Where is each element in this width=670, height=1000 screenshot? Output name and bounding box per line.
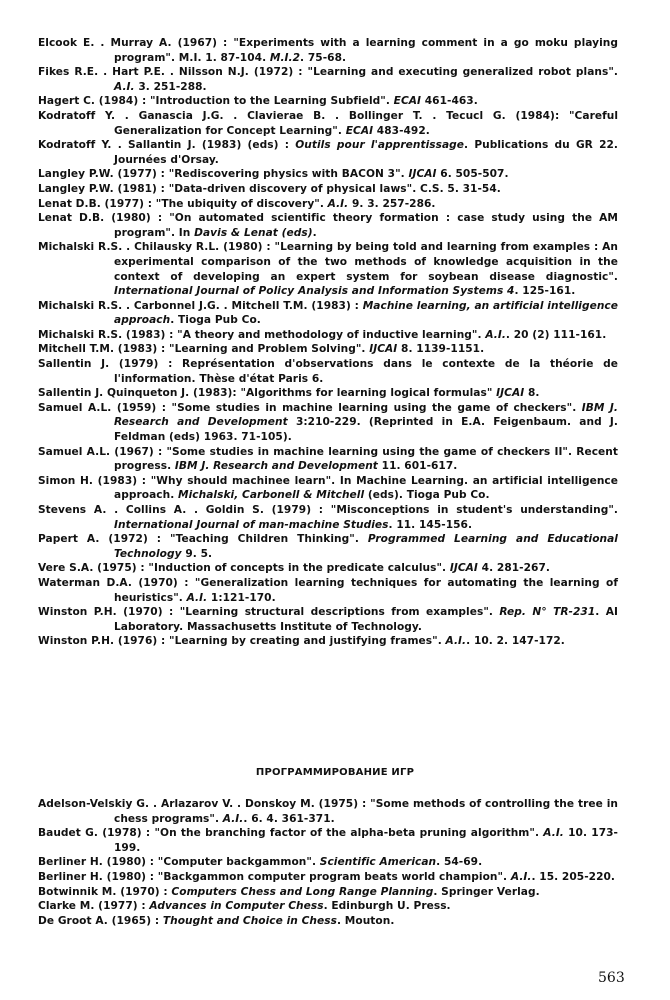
- reference-text: (1977) : "Rediscovering physics with BACON 3".: [113, 168, 409, 181]
- reference-details: . 125-161.: [514, 285, 576, 298]
- reference-text: . Sallantin J. (1983) (eds) :: [111, 139, 296, 152]
- reference-entry: [38, 211, 618, 240]
- reference-author: Samuel A.L.: [38, 445, 111, 458]
- reference-text: (1976) : "Learning by creating and justifying frames".: [114, 635, 446, 648]
- reference-author: Michalski R.S.: [38, 299, 123, 312]
- reference-text: (1967) : "Some studies in machine learning using the game of checkers II". Recent progress.: [110, 445, 618, 473]
- reference-entry: [38, 474, 618, 503]
- reference-author: Sallentin J.: [38, 387, 104, 400]
- reference-text: (1977) : "The ubiquity of discovery".: [100, 197, 328, 210]
- reference-entry: [38, 576, 618, 605]
- reference-journal: A.I.: [445, 635, 467, 648]
- reference-journal: Rep. N° TR-231: [499, 606, 596, 619]
- reference-author: Baudet G.: [38, 827, 98, 840]
- reference-text: (1980) : "Computer backgammon".: [102, 856, 320, 869]
- reference-author: Langley P.W.: [38, 168, 114, 181]
- reference-journal: M.I.2: [269, 51, 301, 64]
- reference-journal: A.I.: [114, 80, 135, 93]
- reference-details: 3. 251-288.: [134, 80, 207, 93]
- reference-text: (1967) : "Experiments with a learning comment in a go moku playing program". M.I. 1. 87-104.: [114, 37, 618, 64]
- reference-text: (1972) : "Learning and executing generalized robot plans".: [248, 66, 618, 79]
- reference-details: . Publications du GR 22. Journées d'Orsay.: [114, 139, 619, 166]
- reference-details: 483-492.: [373, 124, 430, 137]
- reference-entry: [38, 182, 618, 197]
- reference-text: (1980) : "Backgammon computer program beats world champion".: [102, 870, 511, 883]
- reference-entry: [38, 167, 618, 182]
- reference-journal: A.I.: [327, 197, 349, 210]
- reference-journal: IJCAI: [369, 343, 398, 356]
- reference-entry: [38, 109, 618, 138]
- reference-details: .: [312, 226, 317, 239]
- reference-author: Adelson-Velskiy G.: [38, 798, 150, 810]
- reference-author: Clarke M.: [38, 900, 95, 913]
- reference-text: (1978) : "On the branching factor of the alpha-beta pruning algorithm".: [97, 827, 544, 840]
- page-number: 563: [598, 970, 625, 986]
- reference-text: (1981) : "Data-driven discovery of physical laws". C.S. 5. 31-54.: [113, 182, 501, 195]
- reference-details: . Tioga Pub Co.: [170, 314, 261, 327]
- reference-entry: [38, 634, 618, 649]
- reference-journal: A.I.: [543, 827, 564, 840]
- reference-author: Winston P.H.: [38, 606, 117, 619]
- reference-list-machine-learning: [38, 36, 618, 649]
- reference-entry: [38, 885, 618, 900]
- reference-author: Kodratoff Y.: [38, 139, 112, 152]
- reference-details: . Springer Verlag.: [433, 885, 540, 898]
- reference-entry: [38, 797, 618, 826]
- reference-journal: Outils pour l'apprentissage: [295, 139, 465, 152]
- reference-author: Papert A.: [38, 533, 100, 546]
- reference-text: . Chilausky R.L. (1980) : "Learning by being told and learning from examples : An experimental comparison of the two methods of knowledge acquisition in the context of developing an expert system for soybean disease diagnostic".: [114, 241, 618, 283]
- reference-entry: [38, 299, 618, 328]
- reference-author: Berliner H.: [38, 870, 103, 883]
- reference-text: (1980) : "On automated scientific theory formation : case study using the AM program". In: [104, 212, 618, 239]
- reference-entry: [38, 532, 618, 561]
- reference-entry: [38, 36, 618, 65]
- reference-author: Mitchell T.M.: [38, 343, 115, 356]
- reference-entry: [38, 328, 618, 343]
- reference-details: . 10. 2. 147-172.: [466, 635, 565, 648]
- reference-details: . 11. 145-156.: [388, 518, 473, 531]
- reference-entry: [38, 826, 618, 855]
- reference-entry: [38, 561, 618, 576]
- reference-text: (1970) :: [116, 885, 172, 898]
- reference-details: 9. 3. 257-286.: [348, 197, 436, 210]
- reference-entry: [38, 386, 618, 401]
- reference-entry: [38, 94, 618, 109]
- reference-author: Langley P.W.: [38, 182, 114, 195]
- reference-entry: [38, 65, 618, 94]
- reference-text: (1977) :: [94, 900, 150, 913]
- reference-author: Michalski R.S.: [38, 241, 123, 254]
- reference-author: Kodratoff Y.: [38, 109, 116, 122]
- reference-text: . Collins A. . Goldin S. (1979) : "Misconceptions in student's understanding".: [106, 504, 618, 516]
- reference-text: (1975) : "Induction of concepts in the predicate calculus".: [93, 562, 450, 575]
- reference-details: 1:121-170.: [207, 591, 276, 604]
- reference-author: Elcook E. . Murray A.: [38, 37, 172, 49]
- reference-details: 461-463.: [421, 95, 478, 108]
- reference-author: Waterman D.A.: [38, 576, 132, 589]
- section-heading: ПРОГРАММИРОВАНИЕ ИГР: [255, 767, 415, 778]
- reference-journal: Scientific American: [319, 856, 437, 869]
- reference-details: 4. 281-267.: [477, 562, 550, 575]
- reference-text: (1959) : "Some studies in machine learning using the game of checkers".: [111, 401, 582, 414]
- reference-details: 8.: [524, 387, 540, 400]
- reference-journal: International Journal of Policy Analysis and Information Systems 4: [114, 285, 515, 298]
- reference-entry: [38, 503, 618, 532]
- reference-entry: [38, 357, 618, 386]
- reference-entry: [38, 401, 618, 445]
- reference-journal: Davis & Lenat (eds): [194, 226, 313, 239]
- reference-journal: A.I.: [510, 870, 532, 883]
- reference-text: (1983) : "Learning and Problem Solving".: [114, 343, 370, 356]
- reference-text: (1970) : "Generalization learning techniques for automating the learning of heuristics".: [114, 576, 618, 604]
- reference-details: (eds). Tioga Pub Co.: [364, 489, 490, 502]
- reference-text: (1984) : "Introduction to the Learning Subfield".: [95, 95, 394, 108]
- reference-entry: [38, 445, 618, 474]
- reference-author: Lenat D.B.: [38, 197, 101, 210]
- reference-text: (1972) : "Teaching Children Thinking".: [99, 533, 368, 546]
- reference-journal: A.I.: [222, 812, 244, 825]
- reference-author: Stevens A.: [38, 504, 107, 516]
- reference-details: . 20 (2) 111-161.: [505, 328, 607, 341]
- reference-details: 6. 505-507.: [436, 168, 509, 181]
- reference-entry: [38, 197, 618, 212]
- reference-journal: ECAI: [393, 95, 422, 108]
- reference-details: . Mouton.: [336, 914, 395, 927]
- reference-entry: [38, 914, 618, 929]
- reference-details: . AI Laboratory. Massachusetts Institute of Technology.: [114, 606, 619, 633]
- reference-author: Berliner H.: [38, 856, 103, 869]
- reference-text: (1970) : "Learning structural descriptions from examples".: [116, 606, 500, 619]
- reference-journal: Programmed Learning and Educational Technology: [114, 533, 618, 560]
- reference-author: Sallentin J.: [38, 358, 110, 371]
- reference-author: Fikes R.E. . Hart P.E. . Nilsson N.J.: [38, 66, 249, 79]
- reference-author: De Groot A.: [38, 914, 108, 927]
- reference-details: . Edinburgh U. Press.: [323, 900, 451, 913]
- reference-author: Vere S.A.: [38, 562, 94, 575]
- reference-journal: Michalski, Carbonell & Mitchell: [178, 489, 365, 502]
- reference-entry: [38, 899, 618, 914]
- reference-details: 11. 601-617.: [377, 460, 458, 473]
- reference-author: Lenat D.B.: [38, 212, 105, 225]
- reference-journal: Machine learning, an artificial intelligence approach: [114, 299, 618, 327]
- reference-journal: ECAI: [345, 124, 374, 137]
- reference-journal: IJCAI: [496, 387, 525, 400]
- reference-author: Simon H.: [38, 474, 94, 487]
- reference-journal: IBM J. Research and Development: [114, 401, 618, 429]
- reference-journal: Advances in Computer Chess: [149, 900, 324, 913]
- reference-text: (1983) : "Why should machinee learn". In Machine Learning. an artificial intelligence approach.: [93, 474, 618, 502]
- reference-author: Samuel A.L.: [38, 401, 112, 414]
- reference-author: Hagert C.: [38, 95, 96, 108]
- reference-details: 10. 173-199.: [114, 827, 618, 854]
- reference-details: 9. 5.: [181, 547, 213, 560]
- reference-author: Botwinnik M.: [38, 885, 117, 898]
- reference-journal: Thought and Choice in Chess: [162, 914, 337, 927]
- reference-details: . 54-69.: [436, 856, 483, 869]
- reference-entry: [38, 855, 618, 870]
- reference-text: Quinqueton J. (1983): "Algorithms for learning logical formulas": [103, 387, 497, 400]
- reference-journal: International Journal of man-machine Studies: [114, 518, 389, 531]
- reference-text: (1965) :: [107, 914, 163, 927]
- reference-details: . 15. 205-220.: [531, 870, 615, 883]
- reference-list-game-programming: [38, 797, 618, 928]
- reference-journal: IJCAI: [408, 168, 437, 181]
- reference-entry: [38, 138, 618, 167]
- reference-text: . Arlazarov V. . Donskoy M. (1975) : "Some methods of controlling the tree in chess programs".: [114, 798, 618, 825]
- reference-text: . Carbonnel J.G. . Mitchell T.M. (1983) :: [122, 299, 363, 312]
- reference-author: Winston P.H.: [38, 635, 115, 648]
- reference-text: . Ganascia J.G. . Clavierae B. . Bollinger T. . Tecucl G. (1984): "Careful Generalization for Concept Learning".: [114, 109, 619, 137]
- reference-journal: IJCAI: [449, 562, 478, 575]
- reference-journal: IBM J. Research and Development: [174, 460, 378, 473]
- reference-details: . 75-68.: [300, 51, 347, 64]
- reference-details: . 6. 4. 361-371.: [243, 812, 335, 825]
- reference-text: (1983) : "A theory and methodology of inductive learning".: [122, 328, 486, 341]
- reference-entry: [38, 870, 618, 885]
- reference-entry: [38, 240, 618, 298]
- reference-entry: [38, 342, 618, 357]
- reference-journal: A.I.: [485, 328, 506, 341]
- reference-details: 8. 1139-1151.: [397, 343, 485, 356]
- reference-text: (1979) : Représentation d'observations dans le contexte de la théorie de l'information. Thèse d'état Paris 6.: [109, 358, 618, 385]
- reference-journal: Computers Chess and Long Range Planning: [171, 885, 434, 898]
- reference-details: 3:210-229. (Reprinted in E.A. Feigenbaum. and J. Feldman (eds) 1963. 71-105).: [114, 416, 618, 444]
- reference-entry: [38, 605, 618, 634]
- reference-author: Michalski R.S.: [38, 328, 123, 341]
- reference-journal: A.I.: [186, 591, 208, 604]
